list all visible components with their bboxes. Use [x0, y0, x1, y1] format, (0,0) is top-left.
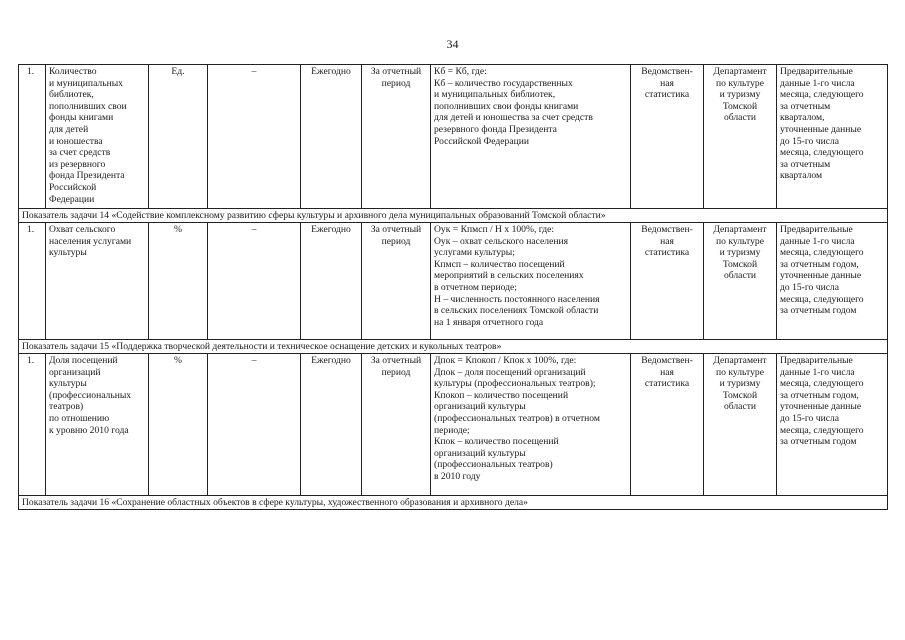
periodicity-cell: Ежегодно — [301, 354, 362, 496]
dash-cell: – — [208, 223, 301, 340]
cell-line: и туризму — [719, 89, 761, 101]
cell-line: Томской — [722, 100, 758, 112]
table-row — [19, 223, 888, 340]
cell-line: в отчетном периоде; — [434, 281, 517, 293]
cell-line: культуры (профессиональных театров); — [434, 378, 596, 390]
cell-line: месяца, следующего — [780, 89, 864, 101]
cell-line: месяца, следующего — [780, 378, 864, 390]
cell-line: месяца, следующего — [780, 424, 864, 436]
cell-line: Дпок – доля посещений организаций — [434, 366, 586, 378]
section-title: Показатель задачи 15 «Поддержка творческой деятельности и техническое оснащение детских и кукольных театров» — [19, 340, 888, 354]
cell-line: Кб – количество государственных — [434, 77, 573, 89]
cell-line: Томской — [722, 389, 758, 401]
cell-line: статистика — [644, 247, 690, 259]
cell-line: театров) — [49, 401, 84, 413]
cell-line: (профессиональных театров) — [434, 459, 553, 471]
cell-line: для детей — [49, 123, 89, 135]
unit-cell: Ед. — [149, 65, 208, 209]
cell-line: данные 1-го числа — [780, 235, 855, 247]
section-title: Показатель задачи 16 «Сохранение областных объектов в сфере культуры, художественного образования и архивного дела» — [19, 496, 888, 510]
cell-line: Ведомствен- — [641, 224, 693, 235]
cell-line: за отчетным годом, — [780, 389, 859, 401]
row-number-cell: 1. — [19, 65, 46, 209]
section-row — [19, 340, 888, 354]
time-period-cell — [362, 223, 431, 340]
cell-line: для детей и юношества за счет средств — [434, 112, 593, 124]
cell-line: из резервного — [49, 158, 106, 170]
cell-line: и юношества — [49, 135, 103, 147]
cell-line: Охват сельского — [49, 224, 116, 235]
cell-line: периоде; — [434, 424, 470, 436]
cell-line: услугами культуры; — [434, 247, 515, 259]
row-number-cell: 1. — [19, 354, 46, 496]
data-source-cell — [631, 354, 704, 496]
dash-cell: – — [208, 65, 301, 209]
time-period-cell — [362, 65, 431, 209]
formula-cell — [431, 223, 631, 340]
table-body — [19, 65, 888, 510]
cell-line: в сельских поселениях Томской области — [434, 305, 599, 317]
cell-line: Кпокоп – количество посещений — [434, 389, 569, 401]
indicator-name-cell — [46, 354, 149, 496]
cell-line: месяца, следующего — [780, 147, 864, 159]
indicator-name-cell — [46, 65, 149, 209]
cell-line: фонда Президента — [49, 170, 125, 182]
page-number: 34 — [446, 37, 459, 51]
table-row — [19, 65, 888, 209]
cell-line: месяца, следующего — [780, 247, 864, 259]
cell-line: За отчетный — [370, 355, 422, 366]
cell-line: на 1 января отчетного года — [434, 316, 544, 328]
cell-line: культуры — [49, 247, 87, 259]
cell-line: организаций культуры — [434, 447, 526, 459]
cell-line: Департамент — [713, 224, 767, 235]
data-source-cell — [631, 65, 704, 209]
cell-line: Томской — [722, 258, 758, 270]
cell-line: уточненные данные — [780, 401, 862, 413]
cell-line: Кб = Кб, где: — [434, 66, 487, 77]
cell-line: организаций культуры — [434, 401, 526, 413]
cell-line: период — [381, 77, 411, 89]
cell-line: культуры — [49, 378, 87, 390]
cell-line: Российской Федерации — [434, 135, 529, 147]
cell-line: и муниципальных библиотек, — [434, 89, 556, 101]
cell-line: организаций — [49, 366, 101, 378]
row-number-cell: 1. — [19, 223, 46, 340]
cell-line: за отчетным годом — [780, 436, 857, 448]
cell-line: мероприятий в сельских поселениях — [434, 270, 584, 282]
cell-line: Предварительные — [780, 224, 853, 235]
responsible-cell — [704, 354, 777, 496]
cell-line: ная — [660, 366, 674, 378]
cell-line: фонды книгами — [49, 112, 114, 124]
formula-cell — [431, 354, 631, 496]
cell-line: Российской — [49, 181, 97, 193]
cell-line: до 15-го числа — [780, 412, 840, 424]
cell-line: Н – численность постоянного населения — [434, 293, 600, 305]
data-source-cell — [631, 223, 704, 340]
cell-line: период — [381, 366, 411, 378]
cell-line: (профессиональных театров) в отчетном — [434, 412, 600, 424]
unit-cell: % — [149, 354, 208, 496]
cell-line: Предварительные — [780, 66, 853, 77]
cell-line: Ведомствен- — [641, 355, 693, 366]
time-period-cell — [362, 354, 431, 496]
cell-line: уточненные данные — [780, 270, 862, 282]
cell-line: Доля посещений — [49, 355, 118, 366]
periodicity-cell: Ежегодно — [301, 223, 362, 340]
cell-line: за отчетным годом — [780, 305, 857, 317]
indicator-name-cell — [46, 223, 149, 340]
cell-line: За отчетный — [370, 224, 422, 235]
cell-line: резервного фонда Президента — [434, 123, 557, 135]
cell-line: за отчетным годом, — [780, 258, 859, 270]
cell-line: по отношению — [49, 412, 110, 424]
indicator-table — [18, 64, 888, 510]
timing-cell — [777, 65, 888, 209]
timing-cell — [777, 354, 888, 496]
cell-line: Дпок = Кпокоп / Кпок х 100%, где: — [434, 355, 577, 366]
cell-line: Предварительные — [780, 355, 853, 366]
cell-line: данные 1-го числа — [780, 366, 855, 378]
cell-line: ная — [660, 235, 674, 247]
cell-line: месяца, следующего — [780, 293, 864, 305]
cell-line: до 15-го числа — [780, 281, 840, 293]
cell-line: Федерации — [49, 193, 95, 205]
cell-line: Кпок – количество посещений — [434, 436, 559, 448]
cell-line: статистика — [644, 378, 690, 390]
cell-line: по культуре — [716, 77, 764, 89]
cell-line: и туризму — [719, 247, 761, 259]
cell-line: области — [723, 270, 757, 282]
cell-line: ная — [660, 77, 674, 89]
cell-line: за отчетным — [780, 158, 831, 170]
cell-line: Количество — [49, 66, 97, 77]
cell-line: и туризму — [719, 378, 761, 390]
table-row — [19, 354, 888, 496]
formula-cell — [431, 65, 631, 209]
cell-line: данные 1-го числа — [780, 77, 855, 89]
timing-cell — [777, 223, 888, 340]
responsible-cell — [704, 65, 777, 209]
cell-line: по культуре — [716, 366, 764, 378]
cell-line: до 15-го числа — [780, 135, 840, 147]
cell-line: населения услугами — [49, 235, 132, 247]
cell-line: Оук – охват сельского населения — [434, 235, 569, 247]
cell-line: в 2010 году — [434, 470, 481, 482]
cell-line: кварталом, — [780, 112, 825, 124]
dash-cell: – — [208, 354, 301, 496]
cell-line: (профессиональных — [49, 389, 132, 401]
section-row — [19, 496, 888, 510]
periodicity-cell: Ежегодно — [301, 65, 362, 209]
cell-line: Ведомствен- — [641, 66, 693, 77]
cell-line: к уровню 2010 года — [49, 424, 129, 436]
cell-line: период — [381, 235, 411, 247]
cell-line: статистика — [644, 89, 690, 101]
cell-line: области — [723, 112, 757, 124]
section-row — [19, 209, 888, 223]
cell-line: уточненные данные — [780, 123, 862, 135]
cell-line: Кпмсп – количество посещений — [434, 258, 565, 270]
cell-line: библиотек, — [49, 89, 94, 101]
cell-line: Оук = Кпмсп / Н х 100%, где: — [434, 224, 555, 235]
section-title: Показатель задачи 14 «Содействие комплексному развитию сферы культуры и архивного дела муниципальных образований Томской области» — [19, 209, 888, 223]
cell-line: За отчетный — [370, 66, 422, 77]
cell-line: и муниципальных — [49, 77, 123, 89]
cell-line: за счет средств — [49, 147, 111, 159]
responsible-cell — [704, 223, 777, 340]
cell-line: пополнивших свои фонды книгами — [434, 100, 579, 112]
cell-line: за отчетным — [780, 100, 831, 112]
cell-line: Департамент — [713, 66, 767, 77]
cell-line: по культуре — [716, 235, 764, 247]
cell-line: кварталом — [780, 170, 823, 182]
cell-line: области — [723, 401, 757, 413]
unit-cell: % — [149, 223, 208, 340]
cell-line: пополнивших свои — [49, 100, 127, 112]
cell-line: Департамент — [713, 355, 767, 366]
